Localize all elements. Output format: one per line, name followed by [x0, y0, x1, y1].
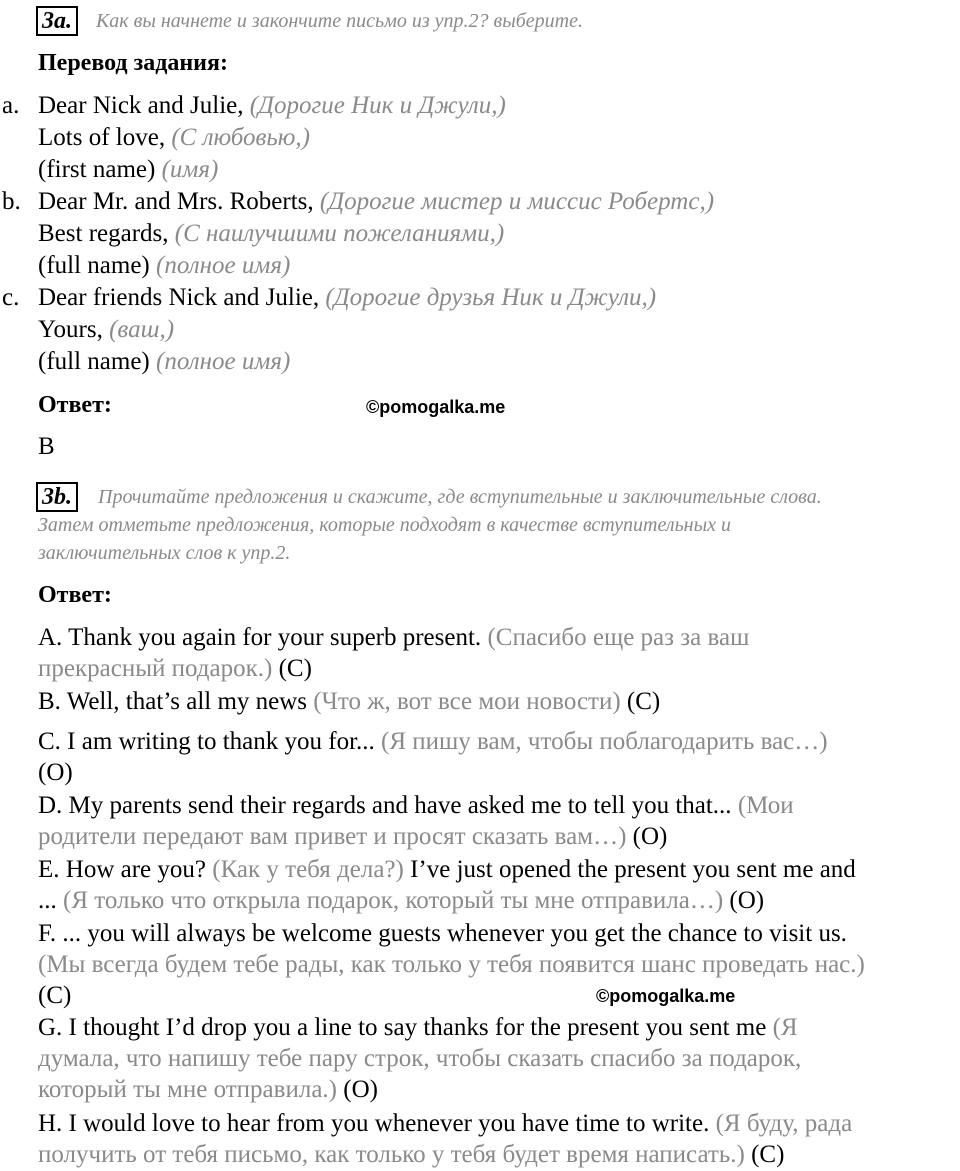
- task-3b-label: 3b.: [36, 482, 78, 512]
- russian-translation: (С любовью,): [171, 124, 310, 151]
- russian-translation: (Я только что открыла подарок, который ты мне отправила…): [63, 887, 724, 914]
- english-text: (full name): [38, 252, 150, 279]
- answer-line: [38, 1139, 784, 1171]
- russian-translation: (Как у тебя дела?): [212, 856, 404, 883]
- russian-translation: (С наилучшими пожеланиями,): [174, 220, 505, 247]
- option-marker: c.: [2, 284, 20, 311]
- option-marker: a.: [2, 92, 20, 119]
- russian-translation: (полное имя): [156, 348, 291, 375]
- english-text: (C): [744, 1141, 785, 1168]
- english-text: Yours,: [38, 316, 103, 343]
- answer-line: [38, 726, 828, 758]
- answer-line: [38, 1012, 798, 1044]
- russian-translation: (Дорогие Ник и Джули,): [249, 92, 506, 119]
- option-line: [38, 186, 714, 218]
- task-3b-text-line-1: Прочитайте предложения и скажите, где вступительные и заключительные слова.: [98, 486, 822, 508]
- answer-line: [38, 854, 856, 886]
- option-line: [38, 314, 174, 346]
- english-text: (C): [272, 655, 312, 682]
- english-text: Dear Nick and Julie,: [38, 92, 244, 119]
- answer-line: [38, 885, 764, 917]
- russian-translation: (Я: [772, 1014, 798, 1041]
- english-text: B. Well, that’s all my news: [38, 688, 314, 715]
- russian-translation: (Дорогие друзья Ник и Джули,): [325, 284, 657, 311]
- answer-3a: B: [38, 433, 55, 460]
- english-text: (O): [723, 887, 765, 914]
- option-marker: b.: [2, 188, 21, 215]
- answer-line: [38, 918, 847, 950]
- answer-heading-3a: Ответ:: [38, 392, 112, 418]
- task-3b-text-line-3: заключительных слов к упр.2.: [38, 542, 291, 564]
- answer-line: [38, 653, 312, 685]
- russian-translation: думала, что напишу тебе пару строк, чтобы сказать спасибо за подарок,: [38, 1045, 802, 1072]
- task-3b-text-line-2: Затем отметьте предложения, которые подходят в качестве вступительных и: [38, 514, 732, 536]
- russian-translation: (Спасибо еще раз за ваш: [487, 624, 750, 651]
- english-text: H. I would love to hear from you whenever you have time to write.: [38, 1110, 716, 1137]
- english-text: Dear Mr. and Mrs. Roberts,: [38, 188, 314, 215]
- russian-translation: получить от тебя письмо, как только у тебя будет время написать.): [38, 1141, 745, 1168]
- option-line: [38, 282, 656, 314]
- russian-translation: прекрасный подарок.): [38, 655, 273, 682]
- english-text: F. ... you will always be welcome guests whenever you get the chance to visit us.: [38, 920, 847, 947]
- english-text: (full name): [38, 348, 150, 375]
- english-text: D. My parents send their regards and have asked me to tell you that...: [38, 792, 738, 819]
- answer-line: [38, 686, 660, 718]
- russian-translation: (Дорогие мистер и миссис Робертс,): [319, 188, 715, 215]
- option-line: [38, 90, 506, 122]
- russian-translation: (Что ж, вот все мои новости): [313, 688, 621, 715]
- option-line: [38, 154, 218, 186]
- option-line: [38, 250, 290, 282]
- option-line: [38, 122, 310, 154]
- russian-translation: родители передают вам привет и просят сказать вам…): [38, 823, 627, 850]
- answer-line: [38, 790, 794, 822]
- answer-line: [38, 757, 73, 789]
- russian-translation: (полное имя): [156, 252, 291, 279]
- english-text: I’ve just opened the present you sent me and: [403, 856, 856, 883]
- english-text: (O): [337, 1076, 378, 1103]
- english-text: Best regards,: [38, 220, 169, 247]
- english-text: C. I am writing to thank you for...: [38, 728, 382, 755]
- option-line: [38, 346, 290, 378]
- answer-line: [38, 1043, 801, 1075]
- answer-line: [38, 821, 667, 853]
- english-text: Dear friends Nick and Julie,: [38, 284, 320, 311]
- option-line: [38, 218, 504, 250]
- english-text: (first name): [38, 156, 156, 183]
- english-text: ...: [38, 887, 63, 914]
- english-text: (C): [620, 688, 661, 715]
- answer-line: [38, 1074, 378, 1106]
- english-text: (O): [626, 823, 668, 850]
- task-3a-label: 3a.: [36, 6, 78, 36]
- answer-line: [38, 980, 71, 1012]
- answer-heading-3b: Ответ:: [38, 582, 112, 608]
- translation-heading: Перевод задания:: [38, 50, 228, 76]
- russian-translation: который ты мне отправила.): [38, 1076, 337, 1103]
- watermark: ©pomogalka.me: [366, 397, 506, 417]
- russian-translation: (имя): [161, 156, 219, 183]
- english-text: G. I thought I’d drop you a line to say thanks for the present you sent me: [38, 1014, 773, 1041]
- answer-line: [38, 622, 749, 654]
- russian-translation: (ваш,): [109, 316, 175, 343]
- english-text: (O): [38, 759, 73, 786]
- english-text: (C): [38, 982, 72, 1009]
- english-text: E. How are you?: [38, 856, 213, 883]
- watermark-2: ©pomogalka.me: [596, 986, 736, 1006]
- russian-translation: (Я буду, рада: [715, 1110, 853, 1137]
- russian-translation: (Мы всегда будем тебе рады, как только у тебя появится шанс проведать нас.): [38, 951, 865, 978]
- english-text: Lots of love,: [38, 124, 166, 151]
- answer-line: [38, 1108, 852, 1140]
- english-text: A. Thank you again for your superb present.: [38, 624, 488, 651]
- russian-translation: (Мои: [737, 792, 794, 819]
- answer-line: [38, 949, 865, 981]
- russian-translation: (Я пишу вам, чтобы поблагодарить вас…): [381, 728, 828, 755]
- task-3a-text: Как вы начнете и закончите письмо из упр.2? выберите.: [96, 10, 584, 32]
